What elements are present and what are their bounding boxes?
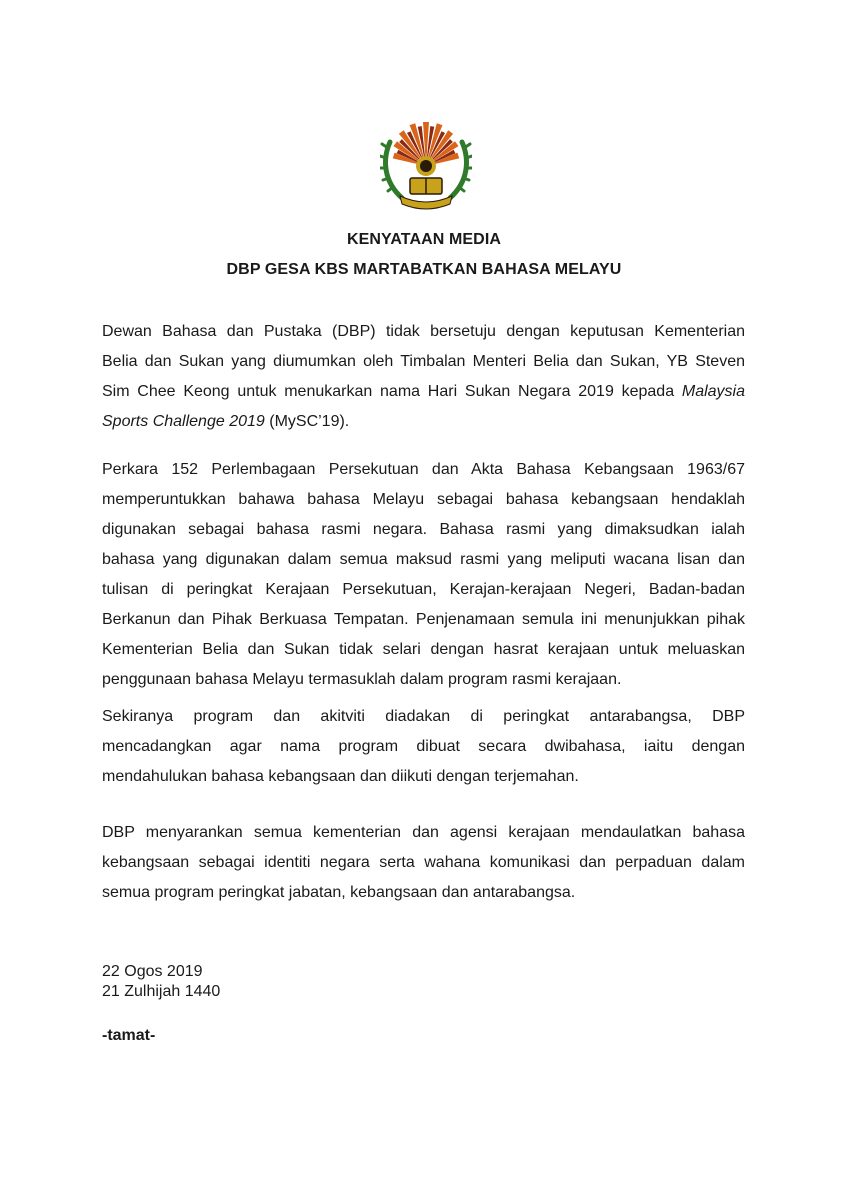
paragraph-4	[102, 818, 745, 908]
paragraph-line: penggunaan bahasa Melayu termasuklah dalam program rasmi kerajaan.	[102, 671, 622, 688]
paragraph-line: semua program peringkat jabatan, kebangsaan dan antarabangsa.	[102, 884, 576, 901]
paragraph-line: bahasa yang digunakan dalam semua maksud rasmi yang meliputi wacana lisan dan	[102, 551, 745, 568]
paragraph-line: Sekiranya program dan akitviti diadakan di peringkat antarabangsa, DBP	[102, 708, 745, 725]
document-type-title: KENYATAAN MEDIA	[346, 231, 502, 248]
end-marker: -tamat-	[102, 1027, 156, 1044]
paragraph-text: (MySC’19).	[269, 413, 350, 430]
paragraph-2	[102, 455, 745, 695]
event-name-italic: Sports Challenge 2019	[102, 413, 265, 430]
paragraph-line	[102, 407, 745, 437]
paragraph-line: Belia dan Sukan yang diumumkan oleh Timbalan Menteri Belia dan Sukan, YB Steven	[102, 353, 745, 370]
paragraph-line: DBP menyarankan semua kementerian dan agensi kerajaan mendaulatkan bahasa	[102, 824, 745, 841]
paragraph-line: Dewan Bahasa dan Pustaka (DBP) tidak bersetuju dengan keputusan Kementerian	[102, 323, 745, 340]
paragraph-line: memperuntukkan bahawa bahasa Melayu sebagai bahasa kebangsaan hendaklah	[102, 491, 745, 508]
paragraph-line: mencadangkan agar nama program dibuat secara dwibahasa, iaitu dengan	[102, 738, 745, 755]
paragraph-line: kebangsaan sebagai identiti negara serta wahana komunikasi dan perpaduan dalam	[102, 854, 745, 871]
paragraph-3	[102, 702, 745, 792]
paragraph-line: Kementerian Belia dan Sukan tidak selari dengan hasrat kerajaan untuk meluaskan	[102, 641, 745, 658]
paragraph-line: Berkanun dan Pihak Berkuasa Tempatan. Penjenamaan semula ini menunjukkan pihak	[102, 611, 745, 628]
paragraph-line: digunakan sebagai bahasa rasmi negara. Bahasa rasmi yang dimaksudkan ialah	[102, 521, 745, 538]
dbp-crest-icon	[380, 112, 472, 212]
paragraph-1	[102, 317, 745, 437]
paragraph-line: Perkara 152 Perlembagaan Persekutuan dan Akta Bahasa Kebangsaan 1963/67	[102, 461, 745, 478]
paragraph-text: Sim Chee Keong untuk menukarkan nama Hari Sukan Negara 2019 kepada	[102, 383, 675, 400]
paragraph-line: tulisan di peringkat Kerajaan Persekutuan, Kerajan-kerajaan Negeri, Badan-badan	[102, 581, 745, 598]
paragraph-line: mendahulukan bahasa kebangsaan dan diikuti dengan terjemahan.	[102, 768, 579, 785]
gregorian-date: 22 Ogos 2019	[102, 963, 203, 980]
paragraph-line	[102, 377, 745, 407]
headline: DBP GESA KBS MARTABATKAN BAHASA MELAYU	[226, 261, 622, 278]
release-dates	[102, 962, 220, 1002]
hijri-date: 21 Zulhijah 1440	[102, 983, 221, 1000]
event-name-italic: Malaysia	[681, 383, 746, 400]
